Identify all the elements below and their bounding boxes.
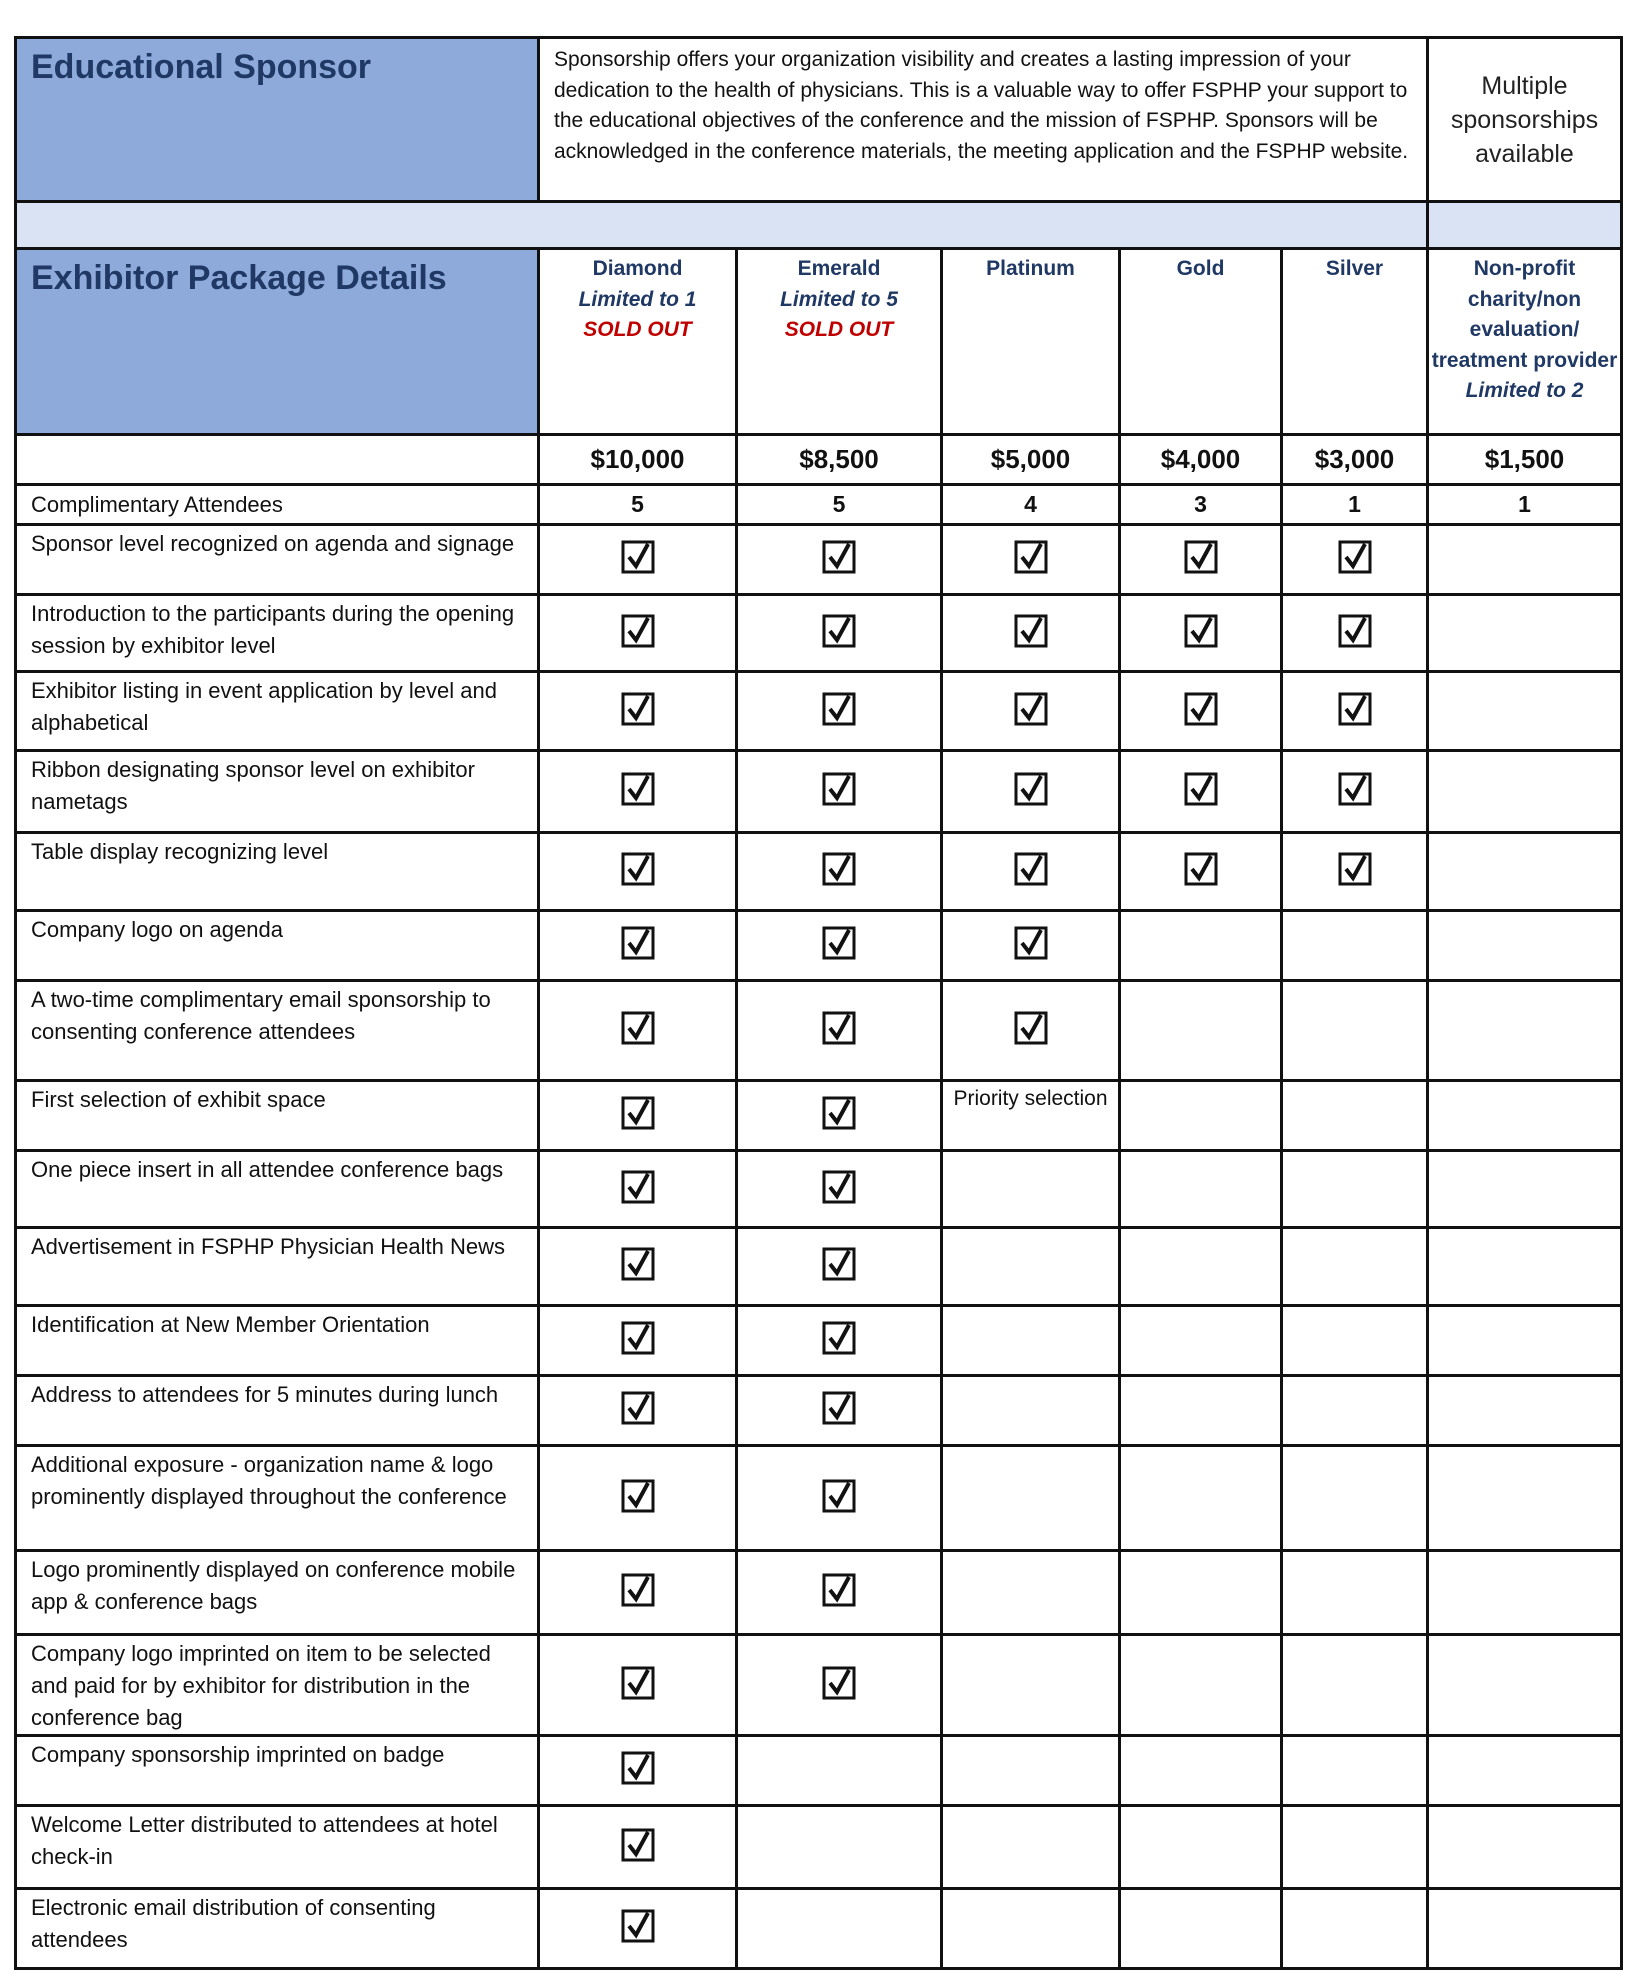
benefit-row [16, 1446, 1622, 1551]
benefit-row [16, 525, 1622, 595]
benefit-empty-cell [1282, 911, 1428, 981]
checkbox-checked-icon [822, 1170, 856, 1204]
educational-sponsor-cell [16, 38, 539, 202]
tier-name: Platinum [986, 257, 1075, 280]
benefit-empty-cell [1120, 1551, 1282, 1635]
tier-attendee-count: 1 [1428, 485, 1622, 525]
tier-attendee-count: 5 [539, 485, 737, 525]
benefit-row [16, 751, 1622, 833]
checkbox-checked-icon [621, 1909, 655, 1943]
checkbox-checked-icon [621, 1751, 655, 1785]
checkbox-checked-icon [822, 1479, 856, 1513]
tier-attendee-count: 3 [1120, 485, 1282, 525]
benefit-label: One piece insert in all attendee conference bags [16, 1151, 539, 1228]
benefit-empty-cell [1282, 1889, 1428, 1969]
benefit-empty-cell [1282, 1151, 1428, 1228]
benefit-empty-cell [1428, 1306, 1622, 1376]
benefit-label: Identification at New Member Orientation [16, 1306, 539, 1376]
sponsorship-availability: Multiple sponsorships available [1428, 38, 1622, 202]
checkbox-checked-icon [621, 1479, 655, 1513]
benefit-row [16, 1376, 1622, 1446]
benefit-empty-cell [1428, 1081, 1622, 1151]
benefit-label: Address to attendees for 5 minutes during lunch [16, 1376, 539, 1446]
benefit-empty-cell [1282, 981, 1428, 1081]
benefit-empty-cell [942, 1806, 1120, 1889]
benefit-check-cell [1282, 595, 1428, 672]
checkbox-checked-icon [1338, 852, 1372, 886]
benefit-check-cell [737, 1376, 942, 1446]
tier-price: $8,500 [737, 435, 942, 485]
tier-attendee-count: 1 [1282, 485, 1428, 525]
benefit-check-cell [737, 595, 942, 672]
benefit-check-cell [942, 525, 1120, 595]
benefit-empty-cell [1120, 1446, 1282, 1551]
benefit-empty-cell [1428, 525, 1622, 595]
checkbox-checked-icon [1184, 540, 1218, 574]
checkbox-checked-icon [621, 852, 655, 886]
checkbox-checked-icon [822, 540, 856, 574]
tier-name: Non-profit charity/non evaluation/ treatment provider [1431, 257, 1618, 372]
checkbox-checked-icon [1184, 614, 1218, 648]
benefit-empty-cell [1282, 1228, 1428, 1306]
benefit-row [16, 1635, 1622, 1736]
benefit-empty-cell [942, 1635, 1120, 1736]
checkbox-checked-icon [1184, 852, 1218, 886]
benefit-empty-cell [1428, 833, 1622, 911]
checkbox-checked-icon [621, 926, 655, 960]
benefit-check-cell [737, 1446, 942, 1551]
benefit-check-cell [942, 751, 1120, 833]
benefit-label: Additional exposure - organization name & logo prominently displayed throughout the conference [16, 1446, 539, 1551]
checkbox-checked-icon [822, 1391, 856, 1425]
benefit-check-cell [539, 1806, 737, 1889]
benefit-check-cell [1120, 833, 1282, 911]
price-label-cell [16, 435, 539, 485]
tier-limit: Limited to 5 [780, 287, 898, 311]
checkbox-checked-icon [822, 1321, 856, 1355]
benefit-empty-cell [1282, 1306, 1428, 1376]
benefit-empty-cell [1428, 1736, 1622, 1806]
attendees-row [16, 485, 1622, 525]
checkbox-checked-icon [621, 1391, 655, 1425]
benefit-label: Welcome Letter distributed to attendees at hotel check-in [16, 1806, 539, 1889]
benefit-empty-cell [737, 1736, 942, 1806]
benefit-label: A two-time complimentary email sponsorship to consenting conference attendees [16, 981, 539, 1081]
checkbox-checked-icon [822, 1247, 856, 1281]
benefit-empty-cell [1120, 1151, 1282, 1228]
benefit-empty-cell [1428, 751, 1622, 833]
benefit-check-cell [539, 1446, 737, 1551]
benefit-check-cell [1282, 672, 1428, 751]
benefit-check-cell [737, 1081, 942, 1151]
tier-price: $4,000 [1120, 435, 1282, 485]
tier-attendee-count: 4 [942, 485, 1120, 525]
benefit-row [16, 595, 1622, 672]
benefit-empty-cell [1282, 1736, 1428, 1806]
checkbox-checked-icon [822, 1011, 856, 1045]
spacer-row [16, 202, 1622, 249]
benefit-check-cell [737, 751, 942, 833]
checkbox-checked-icon [1338, 772, 1372, 806]
checkbox-checked-icon [822, 692, 856, 726]
checkbox-checked-icon [621, 1011, 655, 1045]
tier-price: $10,000 [539, 435, 737, 485]
benefit-check-cell [539, 525, 737, 595]
benefit-check-cell [539, 1376, 737, 1446]
sponsorship-table [14, 36, 1623, 1970]
spacer-cell-end [1428, 202, 1622, 249]
benefit-empty-cell [1120, 1376, 1282, 1446]
benefit-empty-cell [1120, 1806, 1282, 1889]
benefit-check-cell [539, 751, 737, 833]
tier-header-4 [1282, 249, 1428, 435]
benefit-empty-cell [1428, 1151, 1622, 1228]
benefit-check-cell [942, 833, 1120, 911]
tier-status: SOLD OUT [784, 318, 894, 341]
benefit-empty-cell [942, 1376, 1120, 1446]
checkbox-checked-icon [1338, 540, 1372, 574]
benefit-check-cell [1120, 672, 1282, 751]
benefit-empty-cell [1428, 1551, 1622, 1635]
checkbox-checked-icon [621, 1321, 655, 1355]
benefit-label: Company logo on agenda [16, 911, 539, 981]
checkbox-checked-icon [621, 1096, 655, 1130]
checkbox-checked-icon [621, 540, 655, 574]
checkbox-checked-icon [822, 1096, 856, 1130]
benefit-empty-cell [1120, 1228, 1282, 1306]
benefit-row [16, 911, 1622, 981]
benefit-check-cell [539, 833, 737, 911]
benefit-check-cell [1282, 833, 1428, 911]
benefit-row [16, 1736, 1622, 1806]
benefit-note: Priority selection [942, 1081, 1120, 1151]
benefit-empty-cell [1282, 1081, 1428, 1151]
benefit-empty-cell [942, 1446, 1120, 1551]
tier-name: Silver [1325, 257, 1384, 280]
checkbox-checked-icon [822, 614, 856, 648]
checkbox-checked-icon [822, 926, 856, 960]
benefit-label: Introduction to the participants during the opening session by exhibitor level [16, 595, 539, 672]
benefit-empty-cell [1428, 1806, 1622, 1889]
checkbox-checked-icon [1014, 852, 1048, 886]
benefit-empty-cell [942, 1736, 1120, 1806]
benefit-empty-cell [1282, 1806, 1428, 1889]
benefit-label: Company logo imprinted on item to be selected and paid for by exhibitor for distribution in the conference bag [16, 1635, 539, 1736]
checkbox-checked-icon [1014, 772, 1048, 806]
benefit-empty-cell [942, 1306, 1120, 1376]
benefit-check-cell [737, 1306, 942, 1376]
benefit-row [16, 1806, 1622, 1889]
benefit-label: Logo prominently displayed on conference mobile app & conference bags [16, 1551, 539, 1635]
checkbox-checked-icon [1014, 614, 1048, 648]
educational-sponsor-title: Educational Sponsor [31, 48, 372, 86]
benefit-row [16, 1551, 1622, 1635]
educational-sponsor-row [16, 38, 1622, 202]
benefit-row [16, 833, 1622, 911]
tier-price: $5,000 [942, 435, 1120, 485]
checkbox-checked-icon [1014, 926, 1048, 960]
benefit-row [16, 1306, 1622, 1376]
checkbox-checked-icon [1014, 692, 1048, 726]
benefit-check-cell [539, 981, 737, 1081]
benefit-check-cell [539, 1306, 737, 1376]
benefit-check-cell [539, 595, 737, 672]
benefit-check-cell [737, 1551, 942, 1635]
tier-price: $1,500 [1428, 435, 1622, 485]
benefit-label: Ribbon designating sponsor level on exhibitor nametags [16, 751, 539, 833]
benefit-check-cell [539, 1736, 737, 1806]
benefit-check-cell [539, 1081, 737, 1151]
sponsorship-sheet [14, 36, 1620, 1970]
benefit-check-cell [942, 911, 1120, 981]
checkbox-checked-icon [1184, 772, 1218, 806]
tier-header-1 [737, 249, 942, 435]
tier-status: SOLD OUT [583, 318, 692, 341]
benefit-empty-cell [1120, 1889, 1282, 1969]
tier-header-2 [942, 249, 1120, 435]
benefit-check-cell [1282, 525, 1428, 595]
checkbox-checked-icon [621, 1247, 655, 1281]
checkbox-checked-icon [822, 1573, 856, 1607]
checkbox-checked-icon [822, 1666, 856, 1700]
benefit-check-cell [737, 1151, 942, 1228]
exhibitor-package-title: Exhibitor Package Details [31, 259, 447, 297]
tier-header-3 [1120, 249, 1282, 435]
benefit-row [16, 672, 1622, 751]
checkbox-checked-icon [1014, 1011, 1048, 1045]
benefit-check-cell [1282, 751, 1428, 833]
benefit-empty-cell [1428, 1635, 1622, 1736]
tier-attendee-count: 5 [737, 485, 942, 525]
tier-limit: Limited to 1 [578, 287, 697, 311]
checkbox-checked-icon [621, 1666, 655, 1700]
benefit-empty-cell [942, 1228, 1120, 1306]
benefit-check-cell [1120, 595, 1282, 672]
tier-price: $3,000 [1282, 435, 1428, 485]
benefit-empty-cell [1120, 1635, 1282, 1736]
benefit-empty-cell [1428, 672, 1622, 751]
benefit-row [16, 1889, 1622, 1969]
benefit-empty-cell [1282, 1551, 1428, 1635]
benefit-empty-cell [1428, 1889, 1622, 1969]
benefit-label: Table display recognizing level [16, 833, 539, 911]
benefit-empty-cell [1428, 1446, 1622, 1551]
tier-name: Gold [1176, 257, 1225, 280]
benefit-empty-cell [1282, 1376, 1428, 1446]
benefit-empty-cell [737, 1889, 942, 1969]
benefit-empty-cell [1282, 1635, 1428, 1736]
attendees-label: Complimentary Attendees [16, 485, 539, 525]
benefit-empty-cell [1428, 595, 1622, 672]
benefit-check-cell [737, 833, 942, 911]
benefit-check-cell [539, 1635, 737, 1736]
benefit-empty-cell [942, 1151, 1120, 1228]
tier-header-row [16, 249, 1622, 435]
checkbox-checked-icon [1014, 540, 1048, 574]
benefit-check-cell [737, 911, 942, 981]
checkbox-checked-icon [621, 692, 655, 726]
tier-name: Emerald [797, 257, 881, 280]
benefit-empty-cell [1120, 981, 1282, 1081]
benefit-empty-cell [1120, 911, 1282, 981]
checkbox-checked-icon [621, 1828, 655, 1862]
benefit-check-cell [539, 1151, 737, 1228]
benefit-label: Company sponsorship imprinted on badge [16, 1736, 539, 1806]
tier-limit: Limited to 2 [1465, 379, 1584, 402]
spacer-cell [16, 202, 1428, 249]
sponsorship-description: Sponsorship offers your organization visibility and creates a lasting impression of your dedication to the health of physicians. This is a valuable way to offer FSPHP your support to the educational objectives of the conference and the mission of FSPHP. Sponsors will be acknowledged in the conference materials, the meeting application and the FSPHP website. [539, 38, 1428, 202]
benefit-check-cell [539, 1889, 737, 1969]
checkbox-checked-icon [1338, 692, 1372, 726]
benefit-row [16, 1228, 1622, 1306]
benefit-check-cell [1120, 525, 1282, 595]
checkbox-checked-icon [621, 1573, 655, 1607]
benefit-row [16, 1151, 1622, 1228]
benefit-check-cell [737, 1228, 942, 1306]
checkbox-checked-icon [822, 852, 856, 886]
benefit-empty-cell [1428, 911, 1622, 981]
benefit-empty-cell [1120, 1306, 1282, 1376]
exhibitor-package-cell [16, 249, 539, 435]
price-row [16, 435, 1622, 485]
benefit-label: Sponsor level recognized on agenda and signage [16, 525, 539, 595]
checkbox-checked-icon [621, 772, 655, 806]
checkbox-checked-icon [1338, 614, 1372, 648]
benefit-check-cell [737, 981, 942, 1081]
benefit-check-cell [539, 1228, 737, 1306]
benefit-check-cell [539, 1551, 737, 1635]
benefit-check-cell [942, 595, 1120, 672]
benefit-check-cell [737, 1635, 942, 1736]
benefit-check-cell [539, 672, 737, 751]
benefit-empty-cell [1428, 1228, 1622, 1306]
benefit-label: Advertisement in FSPHP Physician Health News [16, 1228, 539, 1306]
tier-header-5 [1428, 249, 1622, 435]
benefit-label: First selection of exhibit space [16, 1081, 539, 1151]
checkbox-checked-icon [621, 1170, 655, 1204]
benefit-empty-cell [1428, 1376, 1622, 1446]
benefit-check-cell [737, 525, 942, 595]
benefit-check-cell [942, 672, 1120, 751]
benefit-check-cell [1120, 751, 1282, 833]
benefit-row [16, 1081, 1622, 1151]
benefit-label: Electronic email distribution of consenting attendees [16, 1889, 539, 1969]
benefit-empty-cell [1428, 981, 1622, 1081]
benefit-empty-cell [737, 1806, 942, 1889]
checkbox-checked-icon [822, 772, 856, 806]
checkbox-checked-icon [621, 614, 655, 648]
benefit-empty-cell [1282, 1446, 1428, 1551]
benefit-empty-cell [942, 1889, 1120, 1969]
benefit-empty-cell [942, 1551, 1120, 1635]
checkbox-checked-icon [1184, 692, 1218, 726]
benefit-row [16, 981, 1622, 1081]
benefit-label: Exhibitor listing in event application by level and alphabetical [16, 672, 539, 751]
benefit-empty-cell [1120, 1736, 1282, 1806]
benefit-empty-cell [1120, 1081, 1282, 1151]
benefit-check-cell [942, 981, 1120, 1081]
tier-header-0 [539, 249, 737, 435]
benefit-check-cell [737, 672, 942, 751]
benefit-check-cell [539, 911, 737, 981]
tier-name: Diamond [592, 257, 683, 280]
